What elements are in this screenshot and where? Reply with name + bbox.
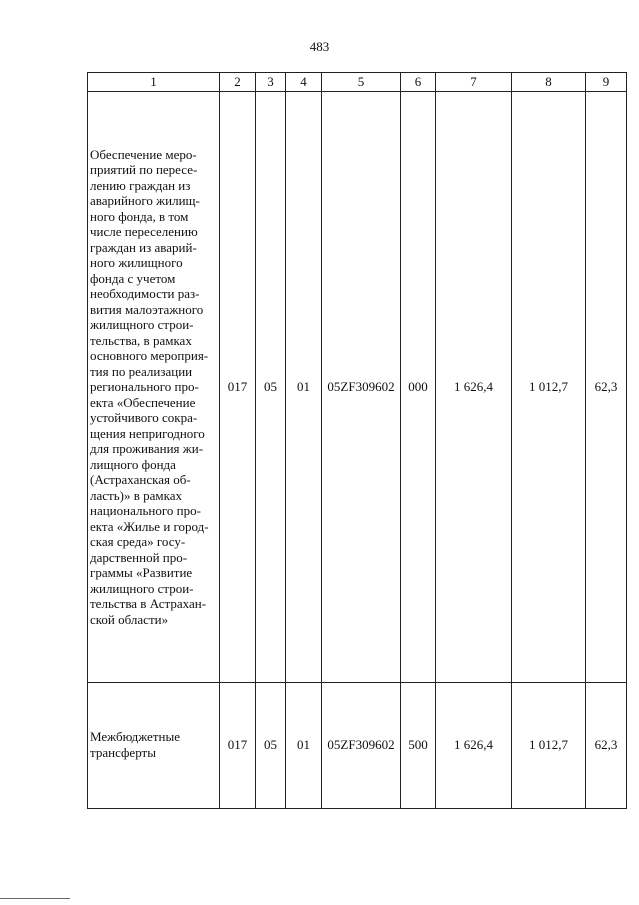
header-col-6: 6 xyxy=(401,73,436,92)
budget-table xyxy=(87,72,627,809)
cell-col-5: 05ZF309602 xyxy=(322,682,401,808)
table-row xyxy=(88,92,627,683)
cell-col-9: 62,3 xyxy=(586,92,627,683)
header-col-8: 8 xyxy=(512,73,586,92)
cell-col-6: 000 xyxy=(401,92,436,683)
cell-col-4: 01 xyxy=(286,92,322,683)
cell-col-4: 01 xyxy=(286,682,322,808)
cell-col-2: 017 xyxy=(220,92,256,683)
header-col-2: 2 xyxy=(220,73,256,92)
cell-col-3: 05 xyxy=(256,682,286,808)
cell-col-7: 1 626,4 xyxy=(436,682,512,808)
header-col-3: 3 xyxy=(256,73,286,92)
cell-col-2: 017 xyxy=(220,682,256,808)
header-col-7: 7 xyxy=(436,73,512,92)
cell-col-8: 1 012,7 xyxy=(512,92,586,683)
cell-col-3: 05 xyxy=(256,92,286,683)
cell-col-7: 1 626,4 xyxy=(436,92,512,683)
cell-col-8: 1 012,7 xyxy=(512,682,586,808)
table-row xyxy=(88,682,627,808)
cell-col-6: 500 xyxy=(401,682,436,808)
cell-col-5: 05ZF309602 xyxy=(322,92,401,683)
row-name: Обеспечение меро- приятий по пересе- лению граждан из аварийного жилищ- ного фонда, в том числе переселению граждан из аварий- ного жилищного фонда с учетом необходимости раз- вития малоэтажного жилищного строи- тельства, в рамках основного мероприя- тия по реализации регионального про- екта «Обеспечение устойчивого сокра- щения непригодного для проживания жи- лищного фонда (Астраханская об- ласть)» в рамках национального про- екта «Жилье и город- ская среда» госу- дарственной про- граммы «Развитие жилищного строи- тельства в Астрахан- ской области» xyxy=(88,92,220,683)
header-col-4: 4 xyxy=(286,73,322,92)
header-col-5: 5 xyxy=(322,73,401,92)
cell-col-9: 62,3 xyxy=(586,682,627,808)
row-name: Межбюджетные трансферты xyxy=(88,682,220,808)
header-row xyxy=(88,73,627,92)
header-col-1: 1 xyxy=(88,73,220,92)
page-number: 483 xyxy=(309,39,330,54)
header-col-9: 9 xyxy=(586,73,627,92)
footer-rule xyxy=(0,898,70,899)
